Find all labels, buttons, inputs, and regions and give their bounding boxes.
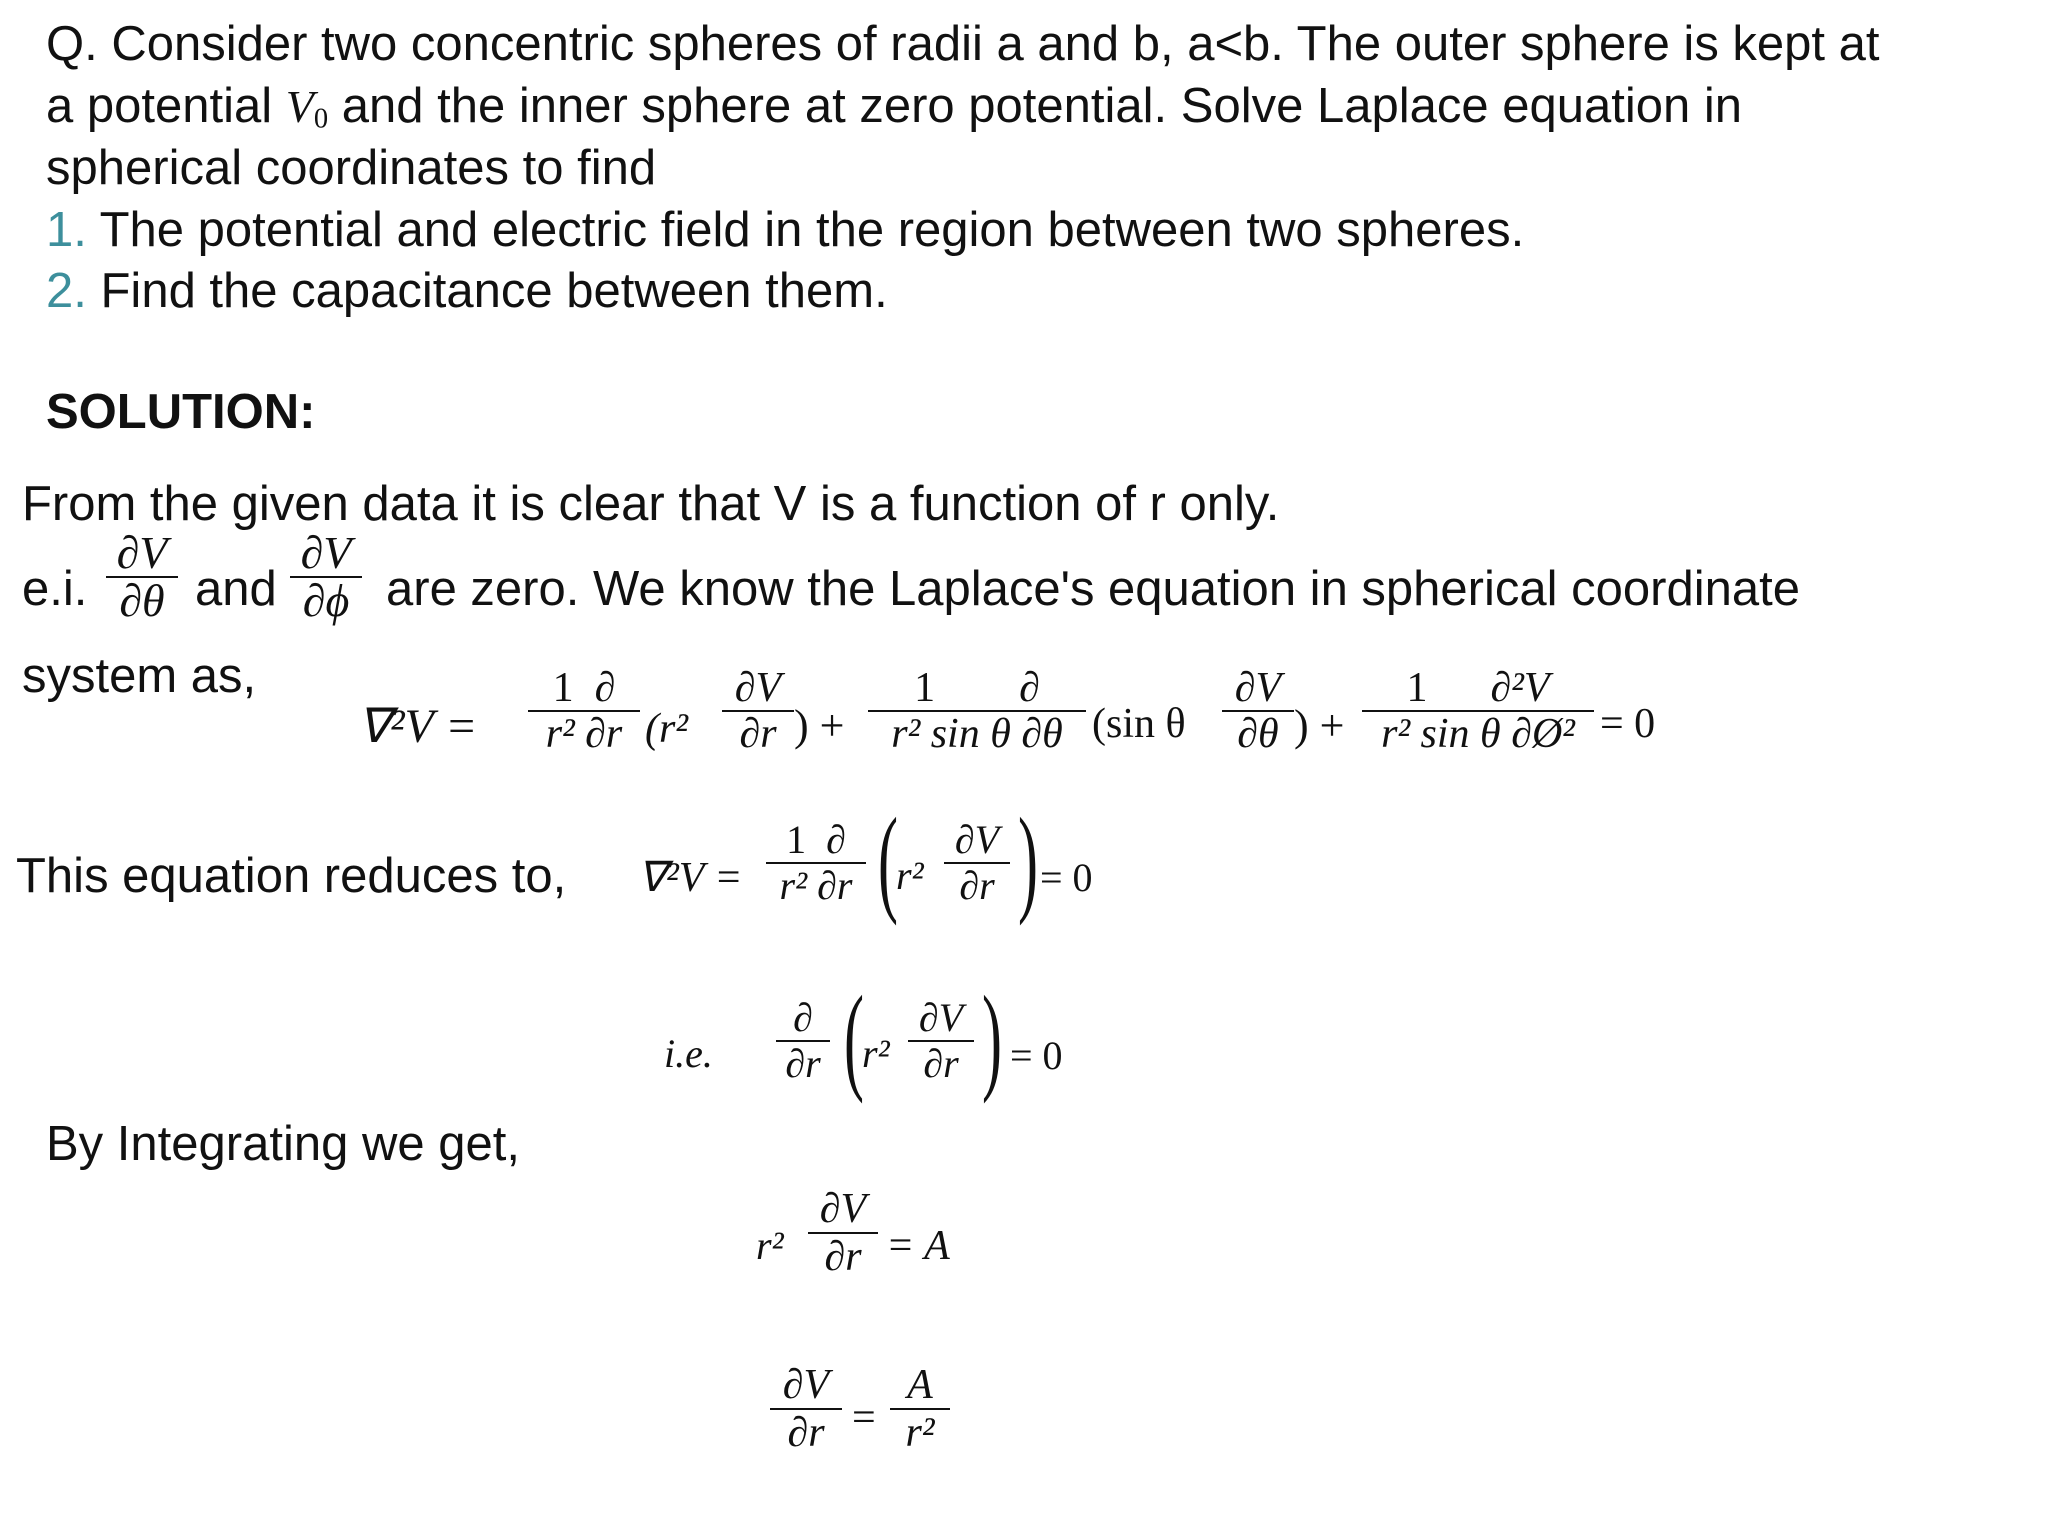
frac-d-dr [776, 996, 830, 1086]
eq-zero-text: = 0 [1010, 1033, 1063, 1078]
laplacian-lhs [358, 698, 477, 754]
denominator: ∂r [824, 1234, 862, 1280]
one: 1 [1406, 665, 1428, 711]
frac-1-r2dr [528, 666, 640, 756]
one: 1 [914, 665, 936, 711]
ie-label [664, 1030, 713, 1077]
item-text: The potential and electric field in the region between two spheres. [99, 203, 1525, 257]
frac-dv-dtheta-2 [1222, 666, 1294, 756]
ie-text: i.e. [664, 1031, 713, 1076]
frac-dv-dr-2 [944, 818, 1010, 908]
para-text: are zero. We know the Laplace's equation in spherical coordinate [386, 562, 1800, 616]
denominator: ∂r [785, 1041, 821, 1086]
r2-text: r² [896, 853, 924, 898]
numerator: A [907, 1362, 933, 1408]
eq-zero-2 [1040, 854, 1093, 901]
denominator: ∂r [787, 1410, 825, 1456]
denominator: ∂r [923, 1041, 959, 1086]
laplacian-text: ∇²V = [638, 855, 743, 901]
integrating-text [46, 1117, 520, 1171]
frac-dv-dtheta [106, 527, 178, 626]
eq-text: = [852, 1395, 876, 1441]
partial: ∂ [826, 817, 846, 862]
numerator: ∂V [782, 1362, 830, 1408]
eq-zero-1 [1600, 700, 1655, 748]
frac-a-r2 [890, 1362, 950, 1456]
para-line-2-rest [386, 562, 1800, 616]
frac-1-r2sin-dphi2 [1362, 666, 1594, 756]
partial: ∂ [1019, 665, 1040, 711]
sin-open-text: (sin θ [1092, 701, 1186, 747]
numerator: ∂ [793, 995, 813, 1040]
eq-zero-text: = 0 [1040, 855, 1093, 900]
frac-dv-dr [722, 666, 794, 756]
r2-term [862, 1030, 890, 1077]
r2-term [896, 852, 924, 899]
numerator: ∂V [819, 1186, 867, 1232]
denominator: ∂θ [119, 575, 165, 626]
para-ei [22, 562, 88, 616]
r2-text: r² [756, 1223, 784, 1268]
question-line-1 [46, 17, 1880, 71]
v0-letter: V [285, 81, 314, 132]
close-plus-text: ) + [794, 701, 845, 750]
laplacian-text: ∇²V = [358, 700, 478, 753]
eq-zero-text: = 0 [1600, 701, 1656, 747]
numerator: ∂V [918, 995, 964, 1040]
equals-sign [852, 1394, 876, 1442]
numerator [1362, 666, 1594, 710]
left-paren: ( [877, 793, 898, 926]
denominator: ∂r [739, 711, 777, 757]
para-text: system as, [22, 649, 257, 703]
numerator [528, 666, 640, 710]
item-number: 1. [46, 203, 87, 257]
question-text: Q. Consider two concentric spheres of radii a and b, a<b. The outer sphere is kept at [46, 17, 1880, 71]
para-and [195, 562, 277, 616]
eq-a [886, 1222, 950, 1270]
para-line-1 [22, 477, 1280, 531]
denominator: r² ∂r [779, 863, 853, 908]
question-item-1 [46, 203, 1525, 257]
eq-a-text: = A [886, 1223, 950, 1269]
item-number: 2. [46, 264, 87, 318]
frac-dv-dr-3 [908, 996, 974, 1086]
and-text: and [195, 562, 277, 616]
item-text: Find the capacitance between them. [100, 264, 888, 318]
reduces-label: This equation reduces to, [16, 849, 567, 903]
frac-dv-dr-4 [808, 1186, 878, 1280]
v0-subscript: 0 [313, 103, 329, 135]
close-plus-text: ) + [1294, 701, 1345, 750]
numerator: ∂V [734, 665, 782, 711]
solution-heading [46, 385, 316, 439]
numerator: ∂V [300, 527, 352, 578]
numerator [766, 818, 866, 862]
ei-text: e.i. [22, 562, 88, 616]
r2-open-text: (r² [645, 706, 688, 752]
numerator: ∂V [954, 817, 1000, 862]
question-text: spherical coordinates to find [46, 141, 657, 195]
laplacian-lhs-2 [638, 852, 742, 902]
denominator: ∂θ [1237, 711, 1279, 757]
denominator: r² sin θ ∂Ø² [1381, 711, 1575, 757]
numerator: ∂V [116, 527, 168, 578]
solution-heading-text: SOLUTION: [46, 385, 316, 439]
numerator [868, 666, 1086, 710]
para-line-3 [22, 649, 257, 703]
close-plus-1 [794, 700, 844, 751]
one: 1 [786, 817, 807, 862]
denominator: r² ∂r [545, 711, 623, 757]
sin-open [1092, 700, 1186, 748]
frac-1-r2dr-2 [766, 818, 866, 908]
right-paren: ) [981, 971, 1002, 1104]
question-line-3 [46, 141, 657, 195]
frac-dv-dr-5 [770, 1362, 842, 1456]
v0-symbol [285, 81, 329, 135]
para-text: From the given data it is clear that V is a function of r only. [22, 477, 1280, 531]
denominator: r² sin θ ∂θ [891, 711, 1063, 757]
frac-1-r2sin-dtheta [868, 666, 1086, 756]
partial: ∂ [594, 665, 616, 711]
r2-open [645, 705, 688, 753]
integrating-label: By Integrating we get, [46, 1117, 520, 1171]
question-item-2 [46, 264, 888, 318]
r2-text: r² [862, 1031, 890, 1076]
denominator: ∂r [959, 863, 995, 908]
question-line-2 [46, 79, 1742, 135]
one: 1 [552, 665, 574, 711]
denominator: r² [905, 1410, 935, 1456]
close-plus-2 [1294, 700, 1344, 751]
frac-dv-dphi [290, 527, 362, 626]
r2-term [756, 1222, 784, 1269]
numerator: ∂V [1234, 665, 1282, 711]
eq-zero-3 [1010, 1032, 1063, 1079]
d2v: ∂²V [1490, 665, 1550, 711]
denominator: ∂ϕ [302, 575, 350, 626]
right-paren: ) [1017, 793, 1038, 926]
question-text: a potential [46, 79, 273, 133]
reduces-text [16, 849, 567, 903]
question-text: and the inner sphere at zero potential. Solve Laplace equation in [341, 79, 1742, 133]
left-paren: ( [843, 971, 864, 1104]
